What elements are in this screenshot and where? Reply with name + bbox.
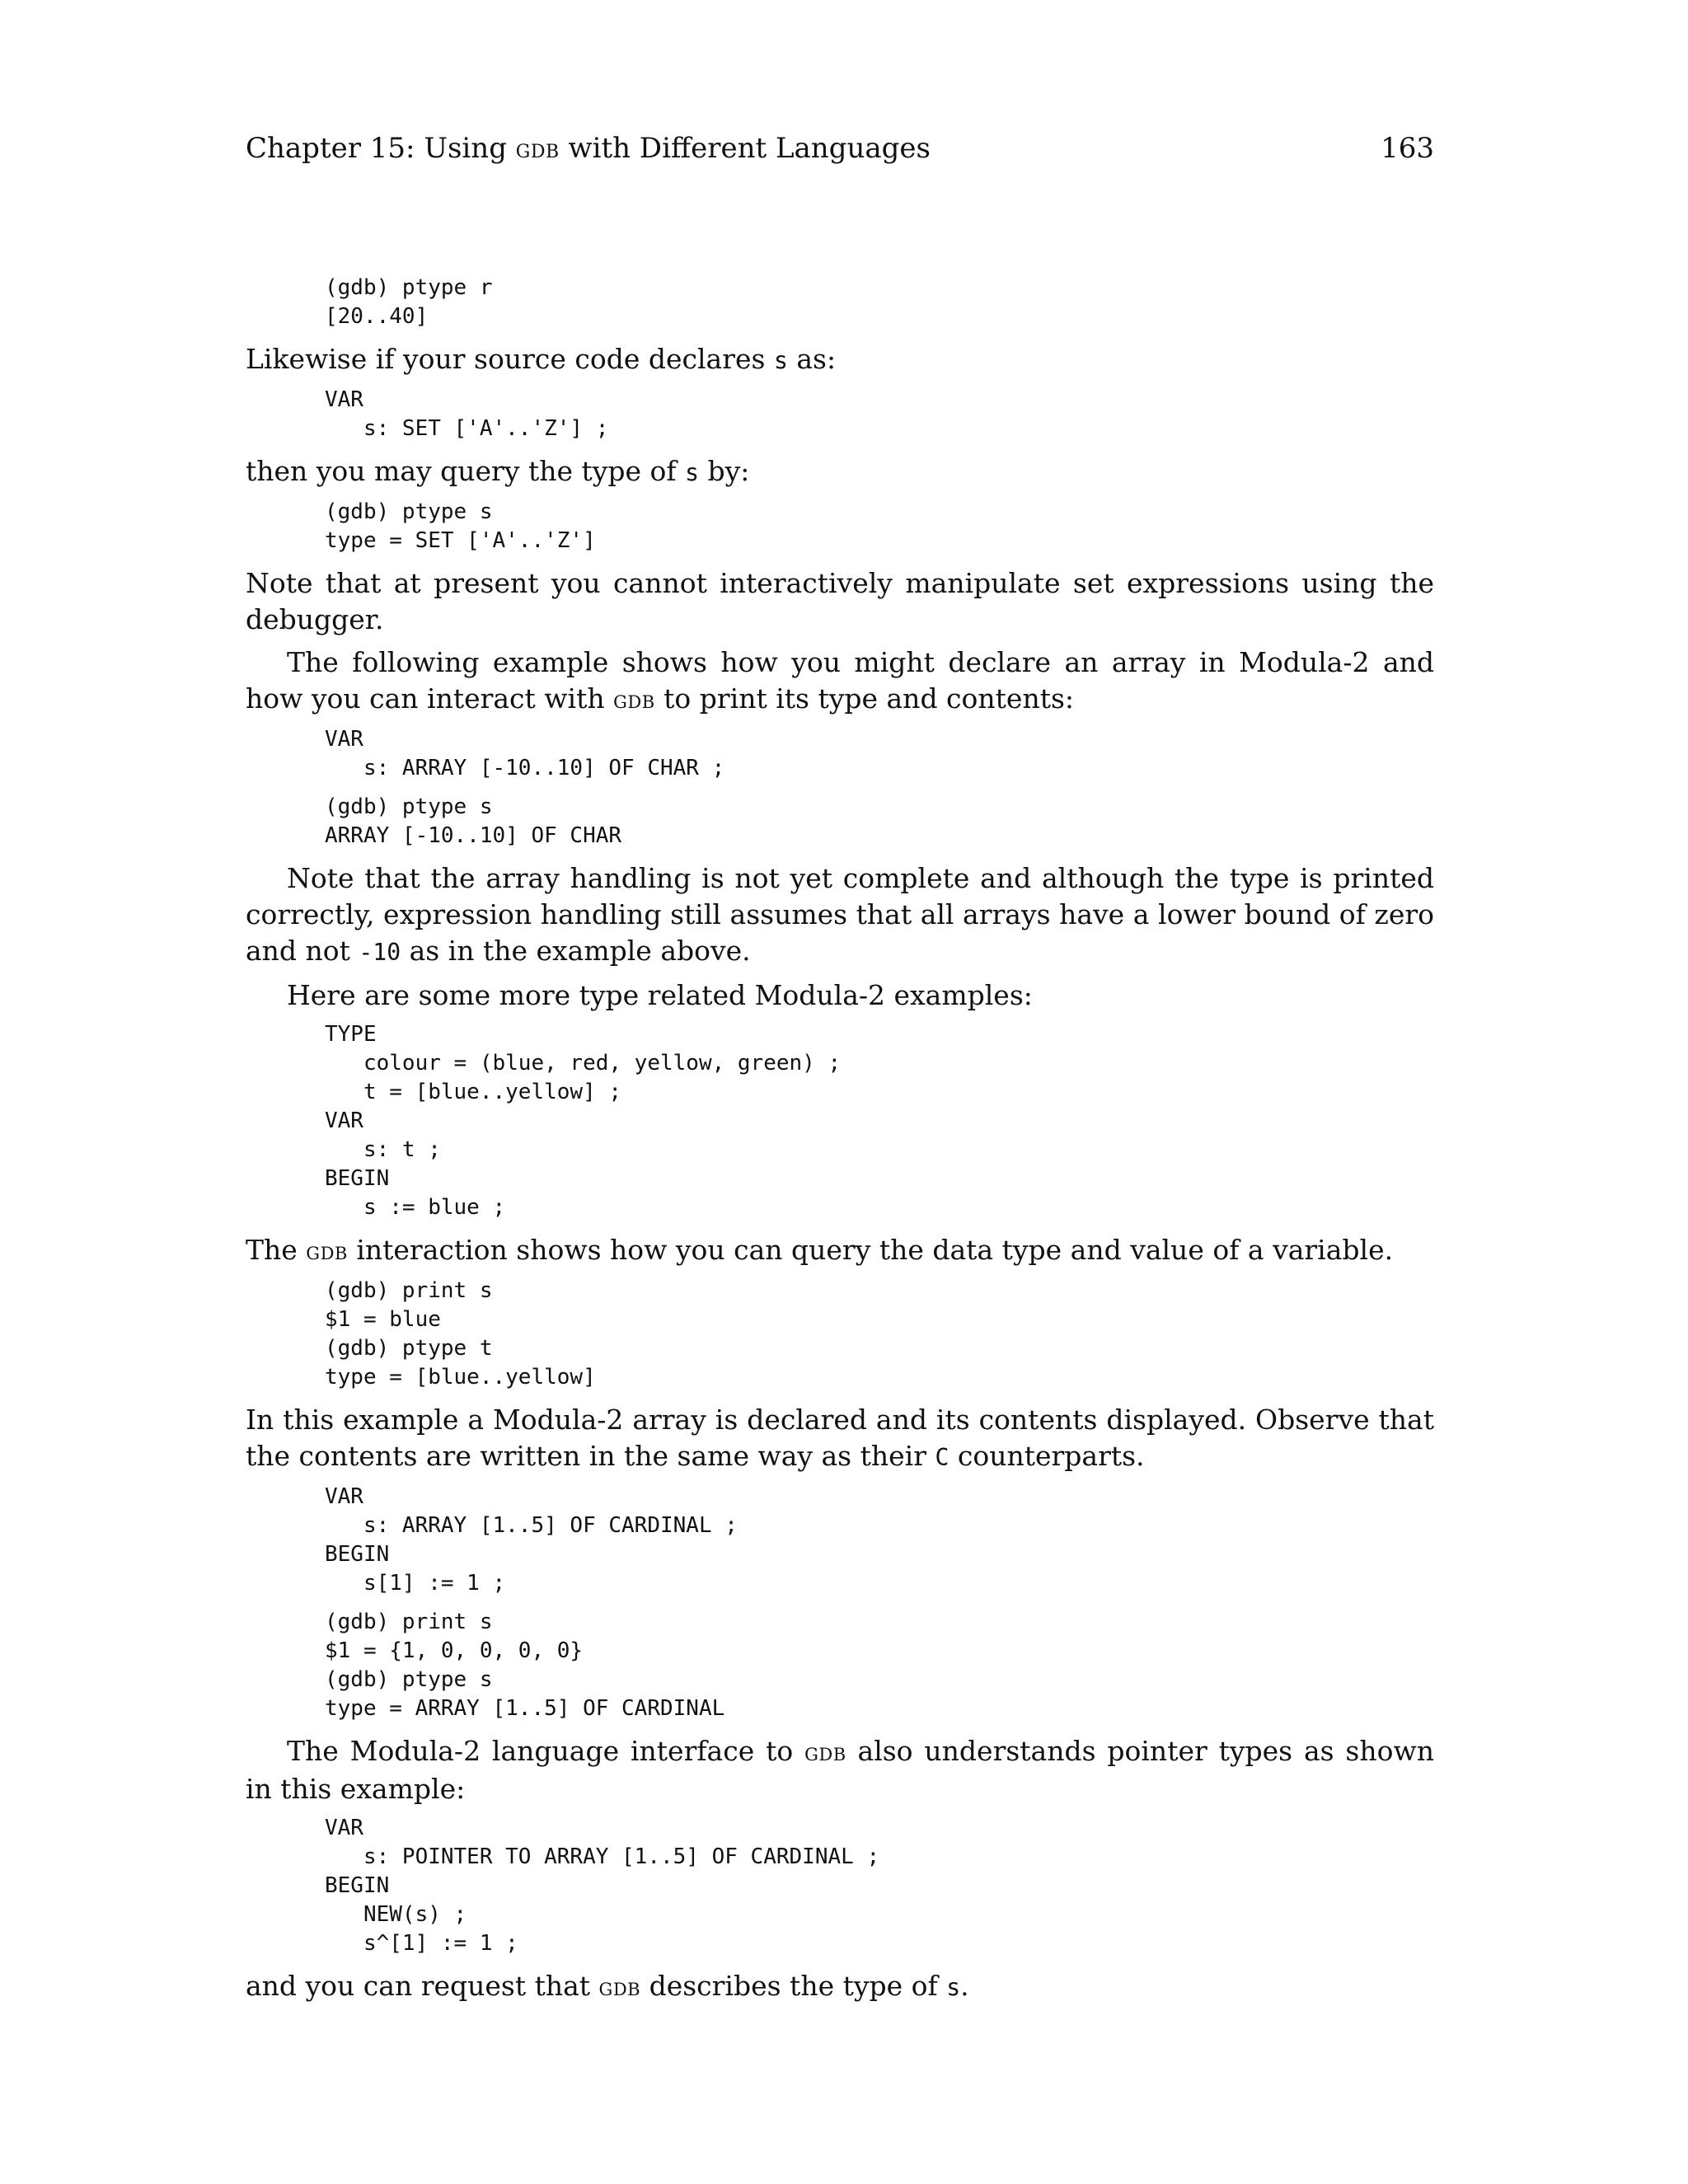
inline-code-s: s [946, 1974, 961, 2001]
paragraph-gdb-interaction: The gdb interaction shows how you can query the data type and value of a variable. [246, 1234, 1394, 1266]
paragraph-set-note: Note that at present you cannot interactively manipulate set expressions using the debugger. [246, 567, 1434, 635]
paragraph-more-examples: Here are some more type related Modula-2 examples: [287, 979, 1033, 1011]
page-number: 163 [1381, 132, 1434, 165]
paragraph-pointer-types: The Modula-2 language interface to gdb also understands pointer types as shown in this example: [246, 1735, 1434, 1805]
inline-code-minus-ten: -10 [359, 939, 401, 966]
inline-code-s: s [685, 459, 699, 486]
gdb-smallcaps: gdb [598, 1973, 641, 2002]
gdb-smallcaps: gdb [306, 1237, 348, 1266]
chapter-title-suffix: with Different Languages [559, 132, 931, 165]
code-block-var-array-cardinal: VAR s: ARRAY [1..5] OF CARDINAL ; BEGIN s[1] := 1 ; [325, 1484, 738, 1596]
paragraph-declares-s: Likewise if your source code declares s as: [246, 343, 837, 375]
document-page [246, 0, 1434, 2184]
paragraph-array-example: The following example shows how you might declare an array in Modula-2 and how you can interact with gdb to print its type and contents: [246, 646, 1434, 715]
code-block-ptype-set: (gdb) ptype s type = SET ['A'..'Z'] [325, 499, 596, 553]
code-block-type-colour: TYPE colour = (blue, red, yellow, green) ; t = [blue..yellow] ; VAR s: t ; BEGIN s := blue ; [325, 1022, 842, 1220]
inline-code-s: s [773, 347, 788, 374]
gdb-smallcaps: gdb [613, 686, 655, 715]
code-block-var-array-char: VAR s: ARRAY [-10..10] OF CHAR ; [325, 727, 725, 780]
code-block-print-s-blue: (gdb) print s $1 = blue (gdb) ptype t type = [blue..yellow] [325, 1278, 596, 1390]
code-block-ptype-r: (gdb) ptype r [20..40] [325, 275, 493, 329]
paragraph-array-handling-note: Note that the array handling is not yet complete and although the type is printed correctly, expression handling still assumes that all arrays have a lower bound of zero and not -10 as in the example above. [246, 862, 1434, 967]
paragraph-array-contents: In this example a Modula-2 array is declared and its contents displayed. Observe that the contents are written in the same way as their C counterparts. [246, 1404, 1434, 1472]
code-block-var-set: VAR s: SET ['A'..'Z'] ; [325, 387, 609, 441]
chapter-title [246, 132, 931, 166]
chapter-title-prefix: Chapter 15: Using [246, 132, 516, 165]
code-block-print-array-cardinal: (gdb) print s $1 = {1, 0, 0, 0, 0} (gdb) ptype s type = ARRAY [1..5] OF CARDINAL [325, 1610, 725, 1721]
gdb-smallcaps: gdb [804, 1738, 846, 1767]
page-body [246, 270, 1434, 2013]
paragraph-describe-type: and you can request that gdb describes the type of s. [246, 1970, 969, 2002]
inline-code-c: C [935, 1444, 950, 1471]
code-block-var-pointer: VAR s: POINTER TO ARRAY [1..5] OF CARDINAL ; BEGIN NEW(s) ; s^[1] := 1 ; [325, 1816, 880, 1956]
chapter-title-gdb: gdb [515, 134, 560, 164]
paragraph-query-type: then you may query the type of s by: [246, 455, 750, 487]
code-block-ptype-array-char: (gdb) ptype s ARRAY [-10..10] OF CHAR [325, 794, 622, 848]
